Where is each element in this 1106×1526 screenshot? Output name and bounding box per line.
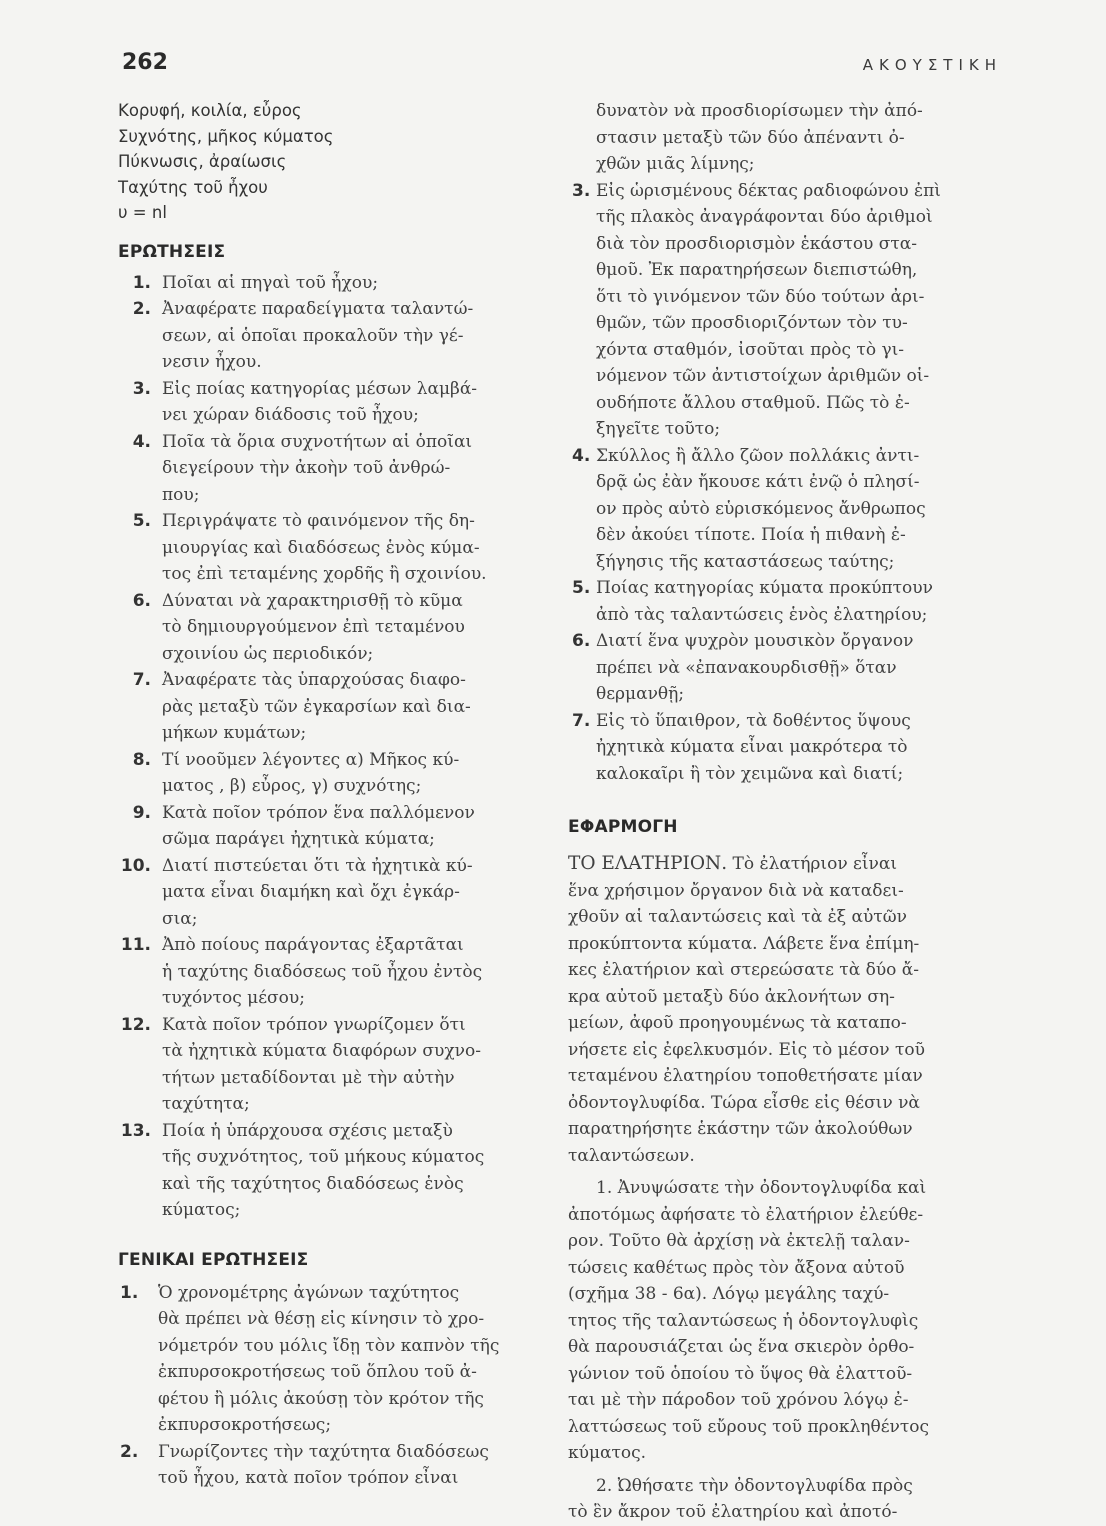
question-line: Ποῖαι αἱ πηγαὶ τοῦ ἦχου; (162, 272, 379, 293)
question-item (118, 747, 546, 800)
question-line: πρέπει νὰ «ἐπανακουρδισθῇ» ὅταν (596, 657, 897, 678)
question-line: σχοινίου ὡς περιοδικόν; (162, 643, 374, 664)
question-item (118, 667, 546, 747)
question-line: δρᾷ ὡς ἐὰν ἤκουσε κάτι ἐνῷ ὁ πλησί- (596, 472, 920, 492)
question-line: θὰ πρέπει νὰ θέσῃ εἰς κίνησιν τὸ χρο- (158, 1309, 485, 1329)
application-step-1 (568, 1175, 1002, 1467)
question-item (118, 800, 546, 853)
application-intro-lead: ΤΟ ΕΛΑΤΗΡΙΟΝ. (568, 853, 728, 874)
question-line: τος ἐπὶ τεταμένης χορδῆς ἢ σχοινίου. (162, 564, 487, 584)
question-line: Σκύλλος ἢ ἄλλο ζῶον πολλάκις ἀντι- (596, 445, 920, 466)
question-number: 6. (572, 631, 591, 651)
question-item (118, 588, 546, 668)
question-line: Περιγράψατε τὸ φαινόμενον τῆς δη- (162, 511, 475, 531)
general-questions-heading: ΓΕΝΙΚΑΙ ΕΡΩΤΗΣΕΙΣ (118, 1249, 309, 1270)
question-line: τυχόντος μέσου; (162, 988, 305, 1008)
question-continued (568, 98, 1002, 178)
paragraph-line: 2. Ὠθήσατε τὴν ὀδοντογλυφίδα πρὸς (596, 1475, 913, 1496)
question-line: θερμανθῇ; (596, 684, 685, 704)
question-line: Ἀπὸ ποίους παράγοντας ἐξαρτᾶται (162, 935, 464, 955)
paragraph-line: μείων, ἀφοῦ προηγουμένως τὰ καταπο- (568, 1013, 907, 1033)
question-item (118, 429, 546, 509)
key-term: Ταχύτης τοῦ ἦχου (118, 177, 268, 197)
paragraph-line: κες ἐλατήριον καὶ στερεώσατε τὰ δύο ἄ- (568, 960, 920, 980)
question-line: Ἀναφέρατε τὰς ὑπαρχούσας διαφο- (162, 670, 466, 690)
question-line: ταχύτητα; (162, 1094, 250, 1114)
general-question-item (568, 178, 1002, 443)
left-column (118, 98, 546, 1492)
paragraph-line: λαττώσεως τοῦ εὔρους τοῦ προκληθέντος (568, 1416, 930, 1437)
question-line: ματα εἶναι διαμήκη καὶ ὄχι ἐγκάρ- (162, 882, 460, 902)
question-line: δυνατὸν νὰ προσδιορίσωμεν τὴν ἀπό- (596, 101, 923, 121)
general-question-item (118, 1439, 546, 1492)
question-line: Κατὰ ποῖον τρόπον γνωρίζομεν ὅτι (162, 1014, 466, 1035)
general-question-item (568, 443, 1002, 576)
questions-list (118, 270, 546, 1224)
question-line: θμῶν, τῶν προσδιοριζόντων τὸν τυ- (596, 313, 908, 333)
question-line: τῆς πλακὸς ἀναγράφονται δύο ἀριθμοὶ (596, 207, 933, 227)
paragraph-line: ἀποτόμως ἀφήσατε τὸ ἐλατήριον ἐλεύθε- (568, 1204, 924, 1225)
question-line: Εἰς τὸ ὕπαιθρον, τὰ δοθέντος ὕψους (596, 710, 911, 731)
question-number: 5. (132, 511, 151, 531)
paragraph-line: παρατηρήσητε ἑκάστην τῶν ἀκολούθων (568, 1119, 913, 1139)
paragraph-line: (σχῆμα 38 - 6α). Λόγῳ μεγάλης ταχύ- (568, 1284, 890, 1304)
paragraph-line: ἕνα χρήσιμον ὄργανον διὰ νὰ καταδει- (568, 880, 904, 901)
paragraph-line: θὰ παρουσιάζεται ὡς ἕνα σκιερὸν ὀρθο- (568, 1337, 915, 1357)
application-heading: ΕΦΑΡΜΟΓΗ (568, 817, 678, 837)
question-line: ἐκπυρσοκροτήσεως τοῦ ὅπλου τοῦ ἀ- (158, 1362, 477, 1382)
paragraph-line: ὀδοντογλυφίδα. Τώρα εἶσθε εἰς θέσιν νὰ (568, 1092, 920, 1113)
general-question-item (568, 708, 1002, 788)
question-line: ρὰς μεταξὺ τῶν ἐγκαρσίων καὶ δια- (162, 696, 471, 717)
question-line: νει χώραν διάδοσις τοῦ ἦχου; (162, 405, 419, 425)
question-number: 7. (572, 710, 591, 731)
paragraph-line: 1. Ἀνυψώσατε τὴν ὀδοντογλυφίδα καὶ (596, 1178, 927, 1198)
question-line: νεσιν ἦχου. (162, 352, 262, 372)
paragraph-line: κρα αὐτοῦ μεταξὺ δύο ἀκλονήτων ση- (568, 986, 895, 1007)
question-line: στασιν μεταξὺ τῶν δύο ἀπέναντι ὀ- (596, 127, 905, 148)
question-number: 1. (132, 272, 151, 293)
question-line: Ποία ἡ ὑπάρχουσα σχέσις μεταξὺ (162, 1120, 453, 1141)
key-term: Συχνότης, μῆκος κύματος (118, 126, 334, 146)
question-line: Διατί πιστεύεται ὅτι τὰ ἠχητικὰ κύ- (162, 855, 473, 876)
question-line: τῆς συχνότητος, τοῦ μήκους κύματος (162, 1147, 485, 1167)
question-line: Διατί ἕνα ψυχρὸν μουσικὸν ὄργανον (596, 631, 914, 651)
question-line: τήτων μεταδίδονται μὲ τὴν αὐτὴν (162, 1067, 455, 1088)
key-terms-list (118, 98, 546, 226)
question-number: 3. (572, 180, 591, 201)
running-title: ΑΚΟΥΣΤΙΚΗ (862, 56, 1002, 74)
questions-heading: ΕΡΩΤΗΣΕΙΣ (118, 241, 226, 262)
question-item (118, 508, 546, 588)
question-line: νόμενον τῶν ἀντιστοίχων ἀριθμῶν οἱ- (596, 366, 930, 386)
general-question-item (568, 575, 1002, 628)
paragraph-line: γώνιον τοῦ ὁποίου τὸ ὕψος θὰ ἐλαττοῦ- (568, 1363, 913, 1384)
question-item (118, 270, 546, 297)
question-line: διεγείρουν τὴν ἀκοὴν τοῦ ἀνθρώ- (162, 458, 451, 478)
general-questions-list-continued (568, 178, 1002, 788)
question-line: φέτου ἢ μόλις ἀκούσῃ τὸν κρότον τῆς (158, 1388, 484, 1409)
paragraph-line: τητος τῆς ταλαντώσεως ἡ ὀδοντογλυφὶς (568, 1310, 919, 1331)
question-line: σια; (162, 908, 198, 929)
question-line: καλοκαῖρι ἢ τὸν χειμῶνα καὶ διατί; (596, 763, 904, 784)
question-number: 3. (132, 378, 151, 399)
question-number: 10. (120, 855, 151, 876)
question-line: Ποίας κατηγορίας κύματα προκύπτουν (596, 578, 933, 598)
key-term: υ = nl (118, 203, 167, 222)
key-term: Πύκνωσις, ἀραίωσις (118, 152, 287, 171)
question-number: 8. (132, 749, 151, 770)
key-term: Κορυφή, κοιλία, εὖρος (118, 101, 302, 120)
application-intro (568, 851, 1002, 1169)
paragraph-line: ρον. Τοῦτο θὰ ἀρχίσῃ νὰ ἐκτελῇ ταλαν- (568, 1231, 910, 1251)
question-line: χθῶν μιᾶς λίμνης; (596, 154, 755, 174)
question-line: Ὁ χρονομέτρης ἀγώνων ταχύτητος (158, 1282, 460, 1303)
question-number: 6. (132, 590, 151, 611)
question-line: ἀπὸ τὰς ταλαντώσεις ἑνὸς ἐλατηρίου; (596, 604, 928, 625)
question-line: Κατὰ ποῖον τρόπον ἕνα παλλόμενον (162, 802, 475, 823)
question-line: θμοῦ. Ἐκ παρατηρήσεων διεπιστώθη, (596, 260, 918, 280)
question-number: 12. (120, 1014, 151, 1035)
question-line: Δύναται νὰ χαρακτηρισθῇ τὸ κῦμα (162, 590, 463, 611)
right-column (568, 98, 1002, 1526)
question-item (118, 932, 546, 1012)
question-line: μιουργίας καὶ διαδόσεως ἑνὸς κύμα- (162, 537, 480, 558)
question-line: νόμετρόν του μόλις ἴδῃ τὸν καπνὸν τῆς (158, 1335, 500, 1356)
question-line: Εἰς ὡρισμένους δέκτας ραδιοφώνου ἐπὶ (596, 180, 941, 201)
question-number: 2. (132, 299, 151, 319)
question-line: που; (162, 484, 200, 505)
question-line: Ἀναφέρατε παραδείγματα ταλαντώ- (162, 299, 474, 319)
paragraph-line: προκύπτοντα κύματα. Λάβετε ἕνα ἐπίμη- (568, 933, 920, 954)
page-number: 262 (122, 50, 168, 75)
question-line: δὲν ἀκούει τίποτε. Ποία ἡ πιθανὴ ἐ- (596, 525, 906, 545)
question-line: ἠχητικὰ κύματα εἶναι μακρότερα τὸ (596, 737, 908, 757)
question-line: Γνωρίζοντες τὴν ταχύτητα διαδόσεως (158, 1441, 489, 1462)
question-line: ἐκπυρσοκροτήσεως; (158, 1415, 332, 1435)
question-item (118, 1012, 546, 1118)
general-question-item (568, 628, 1002, 708)
paragraph-line: τώσεις καθέτως πρὸς τὸν ἄξονα αὐτοῦ (568, 1257, 905, 1278)
question-line: ὅτι τὸ γινόμενον τῶν δύο τούτων ἀρι- (596, 286, 925, 307)
question-line: κύματος; (162, 1200, 241, 1220)
question-number: 4. (132, 431, 151, 452)
question-item (118, 376, 546, 429)
question-line: τοῦ ἦχου, κατὰ ποῖον τρόπον εἶναι (158, 1468, 459, 1488)
question-number: 7. (132, 670, 151, 690)
question-item (118, 296, 546, 376)
paragraph-line: κύματος. (568, 1443, 647, 1463)
question-line: ον πρὸς αὐτὸ εὑρισκόμενος ἄνθρωπος (596, 498, 926, 519)
paragraph-line: ται μὲ τὴν πάροδον τοῦ χρόνου λόγῳ ἐ- (568, 1390, 909, 1410)
question-line: μήκων κυμάτων; (162, 723, 307, 743)
question-line: ξηγεῖτε τοῦτο; (596, 419, 721, 439)
question-line: τὰ ἠχητικὰ κύματα διαφόρων συχνο- (162, 1041, 481, 1061)
question-line: Εἰς ποίας κατηγορίας μέσων λαμβά- (162, 378, 478, 399)
question-number: 5. (572, 578, 591, 598)
question-line: ματος , β) εὖρος, γ) συχνότης; (162, 776, 422, 796)
paragraph-line: τὸ ἓν ἄκρον τοῦ ἐλατηρίου καὶ ἀποτό- (568, 1502, 898, 1522)
question-line: ουδήποτε ἄλλου σταθμοῦ. Πῶς τὸ ἐ- (596, 392, 910, 413)
paragraph-line: χθοῦν αἱ ταλαντώσεις καὶ τὰ ἐξ αὐτῶν (568, 907, 907, 927)
application-step-2 (568, 1473, 1002, 1526)
question-line: διὰ τὸν προσδιορισμὸν ἑκάστου στα- (596, 233, 918, 254)
paragraph-line: τεταμένου ἐλατηρίου τοποθετήσατε μίαν (568, 1066, 923, 1086)
question-number: 1. (120, 1282, 139, 1303)
question-number: 2. (120, 1441, 139, 1462)
question-number: 11. (120, 935, 151, 955)
question-line: τὸ δημιουργούμενον ἐπὶ τεταμένου (162, 617, 465, 637)
question-line: σεων, αἱ ὁποῖαι προκαλοῦν τὴν γέ- (162, 325, 464, 346)
question-item (118, 1118, 546, 1224)
question-line: Ποῖα τὰ ὅρια συχνοτήτων αἱ ὁποῖαι (162, 431, 473, 452)
question-line: καὶ τῆς ταχύτητος διαδόσεως ἑνὸς (162, 1173, 464, 1194)
question-line: ἡ ταχύτης διαδόσεως τοῦ ἦχου ἐντὸς (162, 961, 483, 982)
question-item (118, 853, 546, 933)
general-questions-list (118, 1280, 546, 1492)
question-line: ξήγησις τῆς καταστάσεως ταύτης; (596, 551, 895, 572)
general-question-item (118, 1280, 546, 1439)
question-number: 13. (120, 1120, 151, 1141)
question-number: 4. (572, 445, 591, 466)
paragraph-line: ταλαντώσεων. (568, 1145, 695, 1166)
paragraph-line: Τὸ ἐλατήριον εἶναι (727, 854, 898, 874)
question-line: σῶμα παράγει ἠχητικὰ κύματα; (162, 829, 435, 849)
paragraph-line: νήσετε εἰς ἐφελκυσμόν. Εἰς τὸ μέσον τοῦ (568, 1039, 925, 1060)
question-line: Τί νοοῦμεν λέγοντες α) Μῆκος κύ- (162, 749, 460, 770)
question-line: χόντα σταθμόν, ἰσοῦται πρὸς τὸ γι- (596, 339, 905, 360)
question-number: 9. (132, 802, 151, 823)
